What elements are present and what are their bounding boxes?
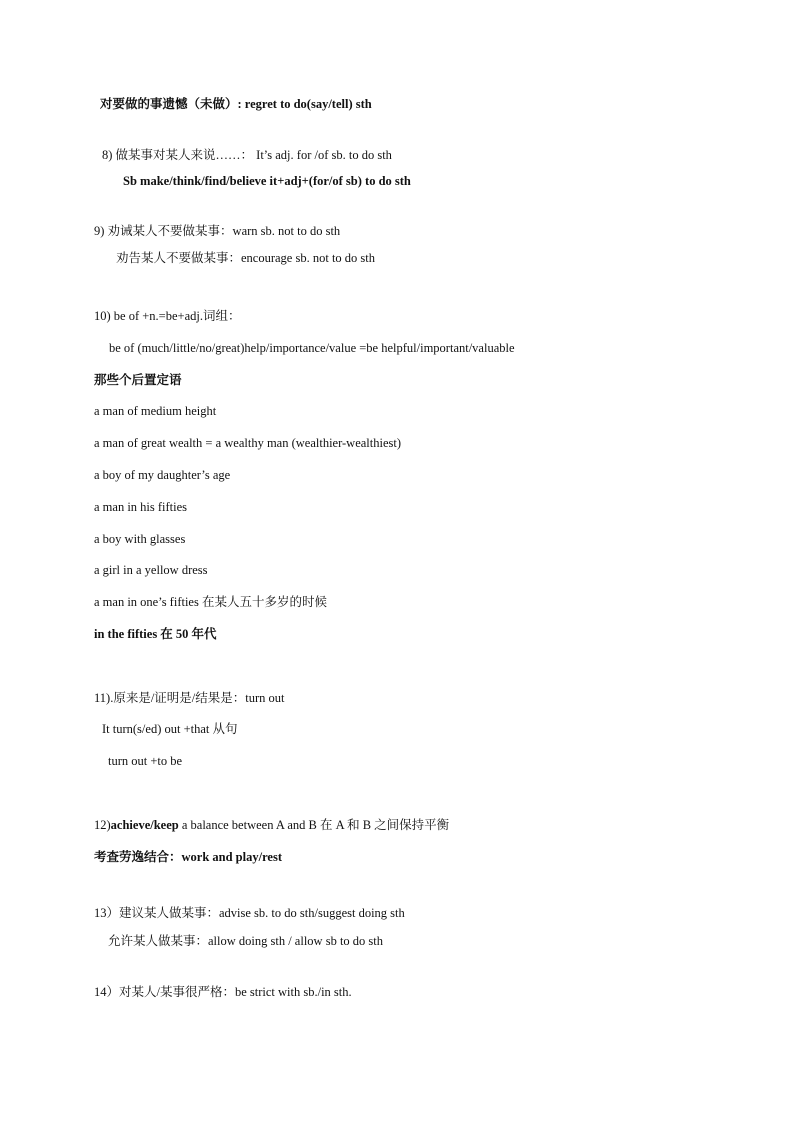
item-13-allow: 允许某人做某事：allow doing sth / allow sb to do sth	[108, 934, 384, 948]
item-14-strict: 14）对某人/某事很严格：be strict with sb./in sth.	[94, 985, 352, 999]
item-12-balance	[94, 817, 449, 833]
example-ones-fifties: a man in one’s fifties 在某人五十多岁的时候	[94, 595, 327, 609]
example-his-fifties: a man in his fifties	[94, 500, 188, 514]
item-9-warn: 9) 劝诫某人不要做某事：warn sb. not to do sth	[94, 224, 341, 238]
example-yellow-dress: a girl in a yellow dress	[94, 563, 208, 577]
item-8-its-adj: 8) 做某事对某人来说……： It’s adj. for /of sb. to do sth	[102, 148, 392, 162]
item-10-heading: 10) be of +n.=be+adj.词组：	[94, 309, 241, 323]
item-12-verbs: achieve/keep	[110, 818, 179, 832]
item-8-make-it-adj: Sb make/think/find/believe it+adj+(for/of sb) to do sth	[123, 174, 411, 188]
item-11-to-be: turn out +to be	[108, 754, 183, 768]
example-medium-height: a man of medium height	[94, 404, 217, 418]
item-13-advise: 13）建议某人做某事：advise sb. to do sth/suggest doing sth	[94, 906, 405, 920]
item-11-that-clause: It turn(s/ed) out +that 从句	[102, 722, 238, 736]
note-regret: 对要做的事遗憾（未做）: regret to do(say/tell) sth	[100, 97, 372, 111]
example-daughters-age: a boy of my daughter’s age	[94, 468, 231, 482]
example-great-wealth: a man of great wealth = a wealthy man (wealthier-wealthiest)	[94, 436, 402, 450]
item-12-number: 12)	[94, 818, 111, 832]
item-10-be-of: be of (much/little/no/great)help/importance/value =be helpful/important/valuable	[109, 341, 515, 355]
example-in-the-fifties: in the fifties 在 50 年代	[94, 627, 217, 641]
postpositive-heading: 那些个后置定语	[94, 373, 182, 387]
item-9-encourage: 劝告某人不要做某事：encourage sb. not to do sth	[116, 251, 376, 265]
item-11-turn-out: 11).原来是/证明是/结果是：turn out	[94, 691, 285, 705]
item-12-rest: a balance between A and B 在 A 和 B 之间保持平衡	[178, 818, 450, 832]
item-12-work-play: 考查劳逸结合：work and play/rest	[94, 850, 282, 864]
example-glasses: a boy with glasses	[94, 532, 186, 546]
